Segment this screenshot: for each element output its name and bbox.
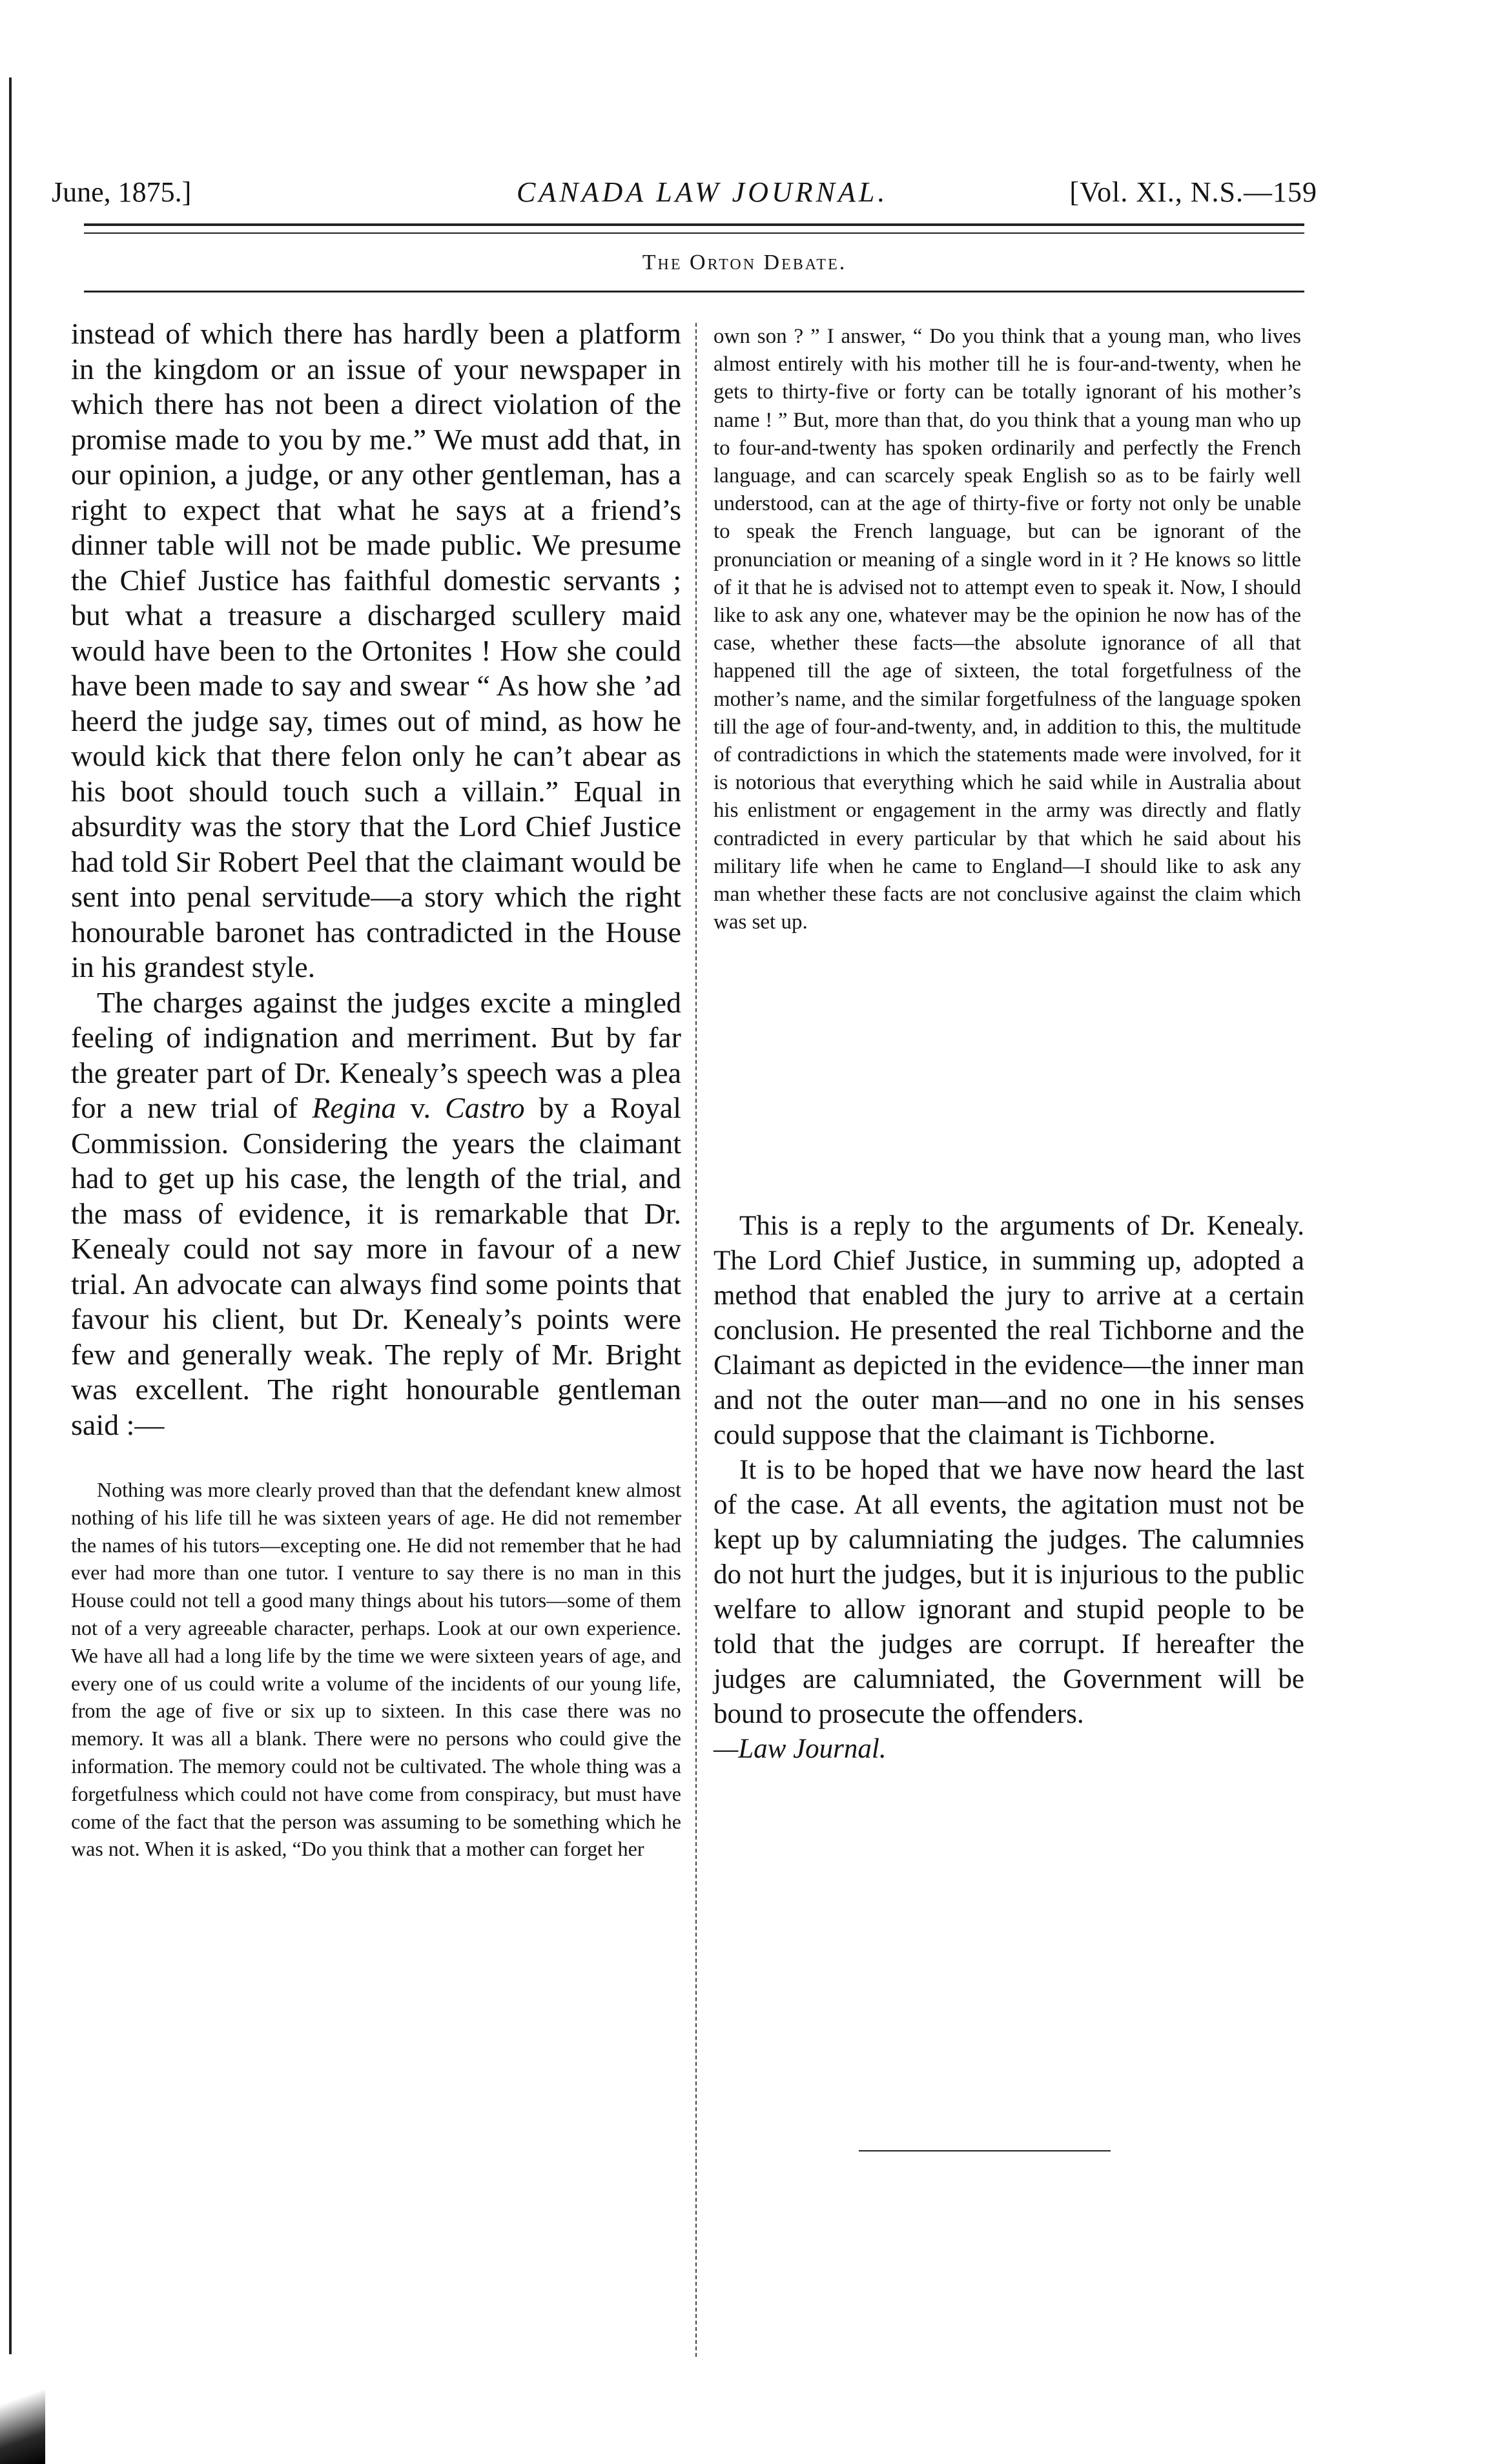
quote-paragraph: own son ? ” I answer, “ Do you think that a young man, who lives almost entirely with his mother till he is four-and-twenty, when he gets to thirty-five or forty can be totally ignorant of his mother’s name ! ” But, more than that, do you think that a young man who up to four-and-twenty has spoken ordinarily and perfectly the French language, and can scarcely speak English so as to be fairly well understood, can at the age of thirty-five or forty not only be unable to speak the French language, but can be ignorant of the pronunciation or meaning of a single word in it ? He knows so little of it that he is advised not to attempt even to speak it. Now, I should like to ask any one, whatever may be the opinion he now has of the case, whether these facts—the absolute ignorance of all that happened till the age of sixteen, the total forgetfulness of the mother’s name, and the similar forgetfulness of the language spoken till the age of four-and-twenty, and, in addition to this, the multitude of contradictions in which the statements made were involved, for it is notorious that everything which he said while in Australia about his enlistment or engagement in the army was directly and flatly contradicted in every particular by that which he said about his military life when he came to England—I should like to ask any man whether these facts are not conclusive against the claim which was set up. bbox=[714, 325, 1301, 934]
section-title: The Orton Debate. bbox=[642, 251, 847, 274]
paragraph: This is a reply to the arguments of Dr. Kenealy. The Lord Chief Justice, in summing up, adopted a method that enabled the jury to arrive at a certain conclusion. He presented the real Tichborne and the Claimant as depicted in the evidence—the inner man and not the outer man—and no one in his senses could suppose that the claimant is Tichborne. bbox=[714, 1211, 1304, 1450]
page-binding-edge bbox=[9, 77, 12, 2376]
paragraph: It is to be hoped that we have now heard the last of the case. At all events, the agitation must not be kept up by calumniating the judges. The calumnies do not hurt the judges, but it is injurious to the public welfare to allow ignorant and stupid people to be told that the judges are corrupt. If hereafter the judges are calumniated, the Government will be bound to prosecute the offenders. bbox=[714, 1455, 1304, 1729]
editorial-conclusion bbox=[714, 1209, 1304, 1767]
right-column bbox=[714, 323, 1301, 936]
volume-page-number: [Vol. XI., N.S.—159 bbox=[1069, 176, 1317, 208]
header-double-rule bbox=[84, 223, 1304, 234]
source-signature: —Law Journal. bbox=[714, 1734, 887, 1764]
bright-quote bbox=[71, 1476, 681, 1863]
section-title-rule bbox=[84, 291, 1304, 293]
journal-title: CANADA LAW JOURNAL. bbox=[517, 176, 888, 208]
left-column bbox=[71, 316, 681, 1863]
paragraph: instead of which there has hardly been a platform in the kingdom or an issue of your newspaper in which there has not been a direct violation of the promise made to you by me.” We must add that, in our opinion, a judge, or any other gentleman, has a right to expect that what he says at a friend’s dinner table will not be made public. We presume the Chief Justice has faithful domestic servants ; but what a treasure a discharged scullery maid would have been to the Ortonites ! How she could have been made to say and swear “ As how she ’ad heerd the judge say, times out of mind, as how he would kick that there felon only he can’t abear as his boot should touch such a villain.” Equal in absurdity was the story that the Lord Chief Justice had told Sir Robert Peel that the claimant would be sent into penal servitude—a story which the right honourable baronet has contradicted in the House in his grandest style. bbox=[71, 317, 681, 983]
quote-paragraph: Nothing was more clearly proved than that the defendant knew almost nothing of his life till he was sixteen years of age. He did not remember the names of his tutors—excepting one. He did not remember that he had ever had more than one tutor. I venture to say there is no man in this House could not tell a good many things about his tutors—some of them not of a very agreeable character, perhaps. Look at our own experience. We have all had a long life by the time we were sixteen years of age, and every one of us could write a volume of the incidents of our young life, from the age of five or six up to sixteen. In this case there was no memory. It was all a blank. There were no persons who could give the information. The memory could not be cultivated. The whole thing was a forgetfulness which could not have come from conspiracy, but must have come of the fact that the person was assuming to be something which he was not. When it is asked, “Do you think that a mother can forget her bbox=[71, 1478, 681, 1861]
issue-date: June, 1875.] bbox=[52, 176, 192, 208]
page-corner-shadow bbox=[0, 2354, 45, 2464]
running-header bbox=[52, 169, 1317, 221]
case-name: Castro bbox=[445, 1091, 525, 1124]
editorial-text bbox=[71, 316, 681, 1442]
end-rule bbox=[859, 2150, 1111, 2151]
column-divider bbox=[695, 323, 697, 2357]
case-name: Regina bbox=[312, 1091, 396, 1124]
paragraph: The charges against the judges excite a mingled feeling of indignation and merriment. But by far the greater part of Dr. Kenealy’s speech was a plea for a new trial of Regina v. Castro by a Royal Commission. Considering the years the claimant had to get up his case, the length of the trial, and the mass of evidence, it is remarkable that Dr. Kenealy could not say more in favour of a new trial. An advocate can always find some points that favour his client, but Dr. Kenealy’s points were few and generally weak. The reply of Mr. Bright was excellent. The right honourable gentleman said :— bbox=[71, 985, 681, 1441]
bright-quote-continued bbox=[714, 323, 1301, 936]
